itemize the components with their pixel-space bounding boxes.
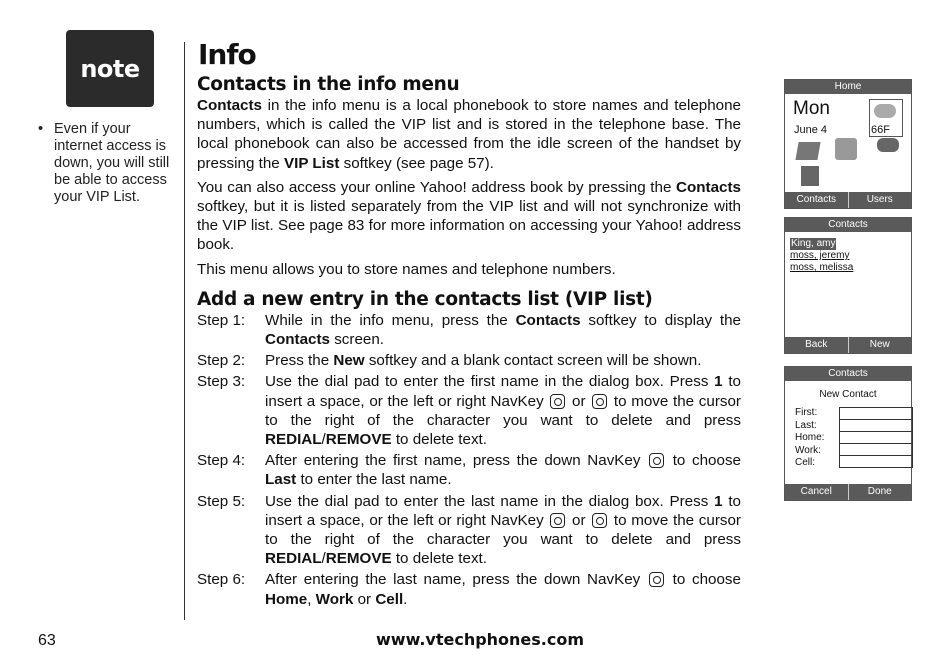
notepad-icon[interactable] <box>795 142 820 160</box>
softkey-bar <box>785 337 911 353</box>
temperature: 66F <box>871 124 890 136</box>
list-item[interactable]: King, amy <box>791 238 836 249</box>
paragraph-2: You can also access your online Yahoo! address book by pressing the Contacts softkey, but it is listed separately from the VIP list and will not synchronize with the VIP list. See page 83 for more information on accessing your Yahoo! address book. <box>197 178 741 254</box>
paragraph-1: Contacts in the info menu is a local phonebook to store names and telephone numbers, which is called the VIP list and is stored in the telephone base. The local phonebook can also be accessed from the idle screen of the handset by pressing the VIP List softkey (see page 57). <box>197 97 741 172</box>
side-note-text: Even if your internet access is down, you will still be able to access your VIP List. <box>54 121 170 205</box>
step-2: Step 2: Press the New softkey and a blank contact screen will be shown. <box>197 352 702 370</box>
screen-home <box>784 79 912 209</box>
note-badge <box>66 30 154 107</box>
info-icon[interactable] <box>835 138 857 160</box>
navkey-right-icon <box>592 394 607 409</box>
step-3: Step 3: Use the dial pad to enter the first name in the dialog box. Press 1 to insert a space, or the left or right NavKey or to move the cursor to the right of the character you want to delete and press REDIAL/REMOVE to delete text. <box>197 373 741 449</box>
day-label: Mon <box>793 98 830 119</box>
screen-new-contact <box>784 366 912 501</box>
list-item[interactable]: moss, melissa <box>790 262 854 273</box>
softkey-contacts[interactable]: Contacts <box>796 194 836 205</box>
yahoo-icon[interactable] <box>877 138 899 152</box>
step-5: Step 5: Use the dial pad to enter the last name in the dialog box. Press 1 to insert a space, or the left or right NavKey or to move the cursor to the right of the character you want to delete and press REDIAL/REMOVE to delete text. <box>197 492 741 568</box>
softkey-bar <box>785 484 911 500</box>
navkey-down-icon <box>649 572 664 587</box>
steps-list <box>197 311 741 609</box>
softkey-bar <box>785 192 911 208</box>
screen-header: Contacts <box>785 367 911 381</box>
field-label-home: Home: <box>795 432 825 443</box>
step-4: Step 4: After entering the first name, press the down NavKey to choose Last to enter the last name. <box>197 452 741 489</box>
step-6: Step 6: After entering the last name, press the down NavKey to choose Home, Work or Cell. <box>197 571 741 608</box>
weather-icon <box>869 99 903 137</box>
section-title-add-entry: Add a new entry in the contacts list (VIP list) <box>197 288 653 310</box>
note-label: note <box>80 54 140 83</box>
list-item[interactable]: moss, jeremy <box>790 250 850 261</box>
softkey-back[interactable]: Back <box>805 339 828 350</box>
softkey-users[interactable]: Users <box>848 192 912 208</box>
field-label-cell: Cell: <box>795 457 816 468</box>
softkey-cancel[interactable]: Cancel <box>800 486 832 497</box>
screen-header: Home <box>785 80 911 94</box>
cell-number-field[interactable] <box>839 455 913 468</box>
field-label-last: Last: <box>795 419 817 431</box>
footer-url: www.vtechphones.com <box>376 630 585 649</box>
section-title-contacts: Contacts in the info menu <box>197 74 460 95</box>
navkey-right-icon <box>592 513 607 528</box>
form-title: New Contact <box>819 389 877 400</box>
page-title: Info <box>198 38 256 71</box>
navkey-down-icon <box>649 453 664 468</box>
contacts-list <box>790 238 853 274</box>
field-label-first: First: <box>795 407 818 418</box>
divider <box>184 42 185 620</box>
paragraph-3: This menu allows you to store names and telephone numbers. <box>197 260 616 278</box>
bullet: • <box>38 121 44 137</box>
softkey-new[interactable]: New <box>848 337 912 353</box>
screen-contacts <box>784 217 912 354</box>
phone-icon[interactable] <box>801 166 819 186</box>
main-content <box>197 74 741 611</box>
navkey-left-icon <box>550 394 565 409</box>
screen-header: Contacts <box>785 218 911 232</box>
date-label: June 4 <box>794 124 828 136</box>
step-1: Step 1: While in the info menu, press the Contacts softkey to display the Contacts screen. <box>197 311 741 349</box>
navkey-left-icon <box>550 513 565 528</box>
contact-form <box>795 407 824 470</box>
page-number: 63 <box>38 632 56 649</box>
field-label-work: Work: <box>795 444 821 456</box>
softkey-done[interactable]: Done <box>848 484 912 500</box>
